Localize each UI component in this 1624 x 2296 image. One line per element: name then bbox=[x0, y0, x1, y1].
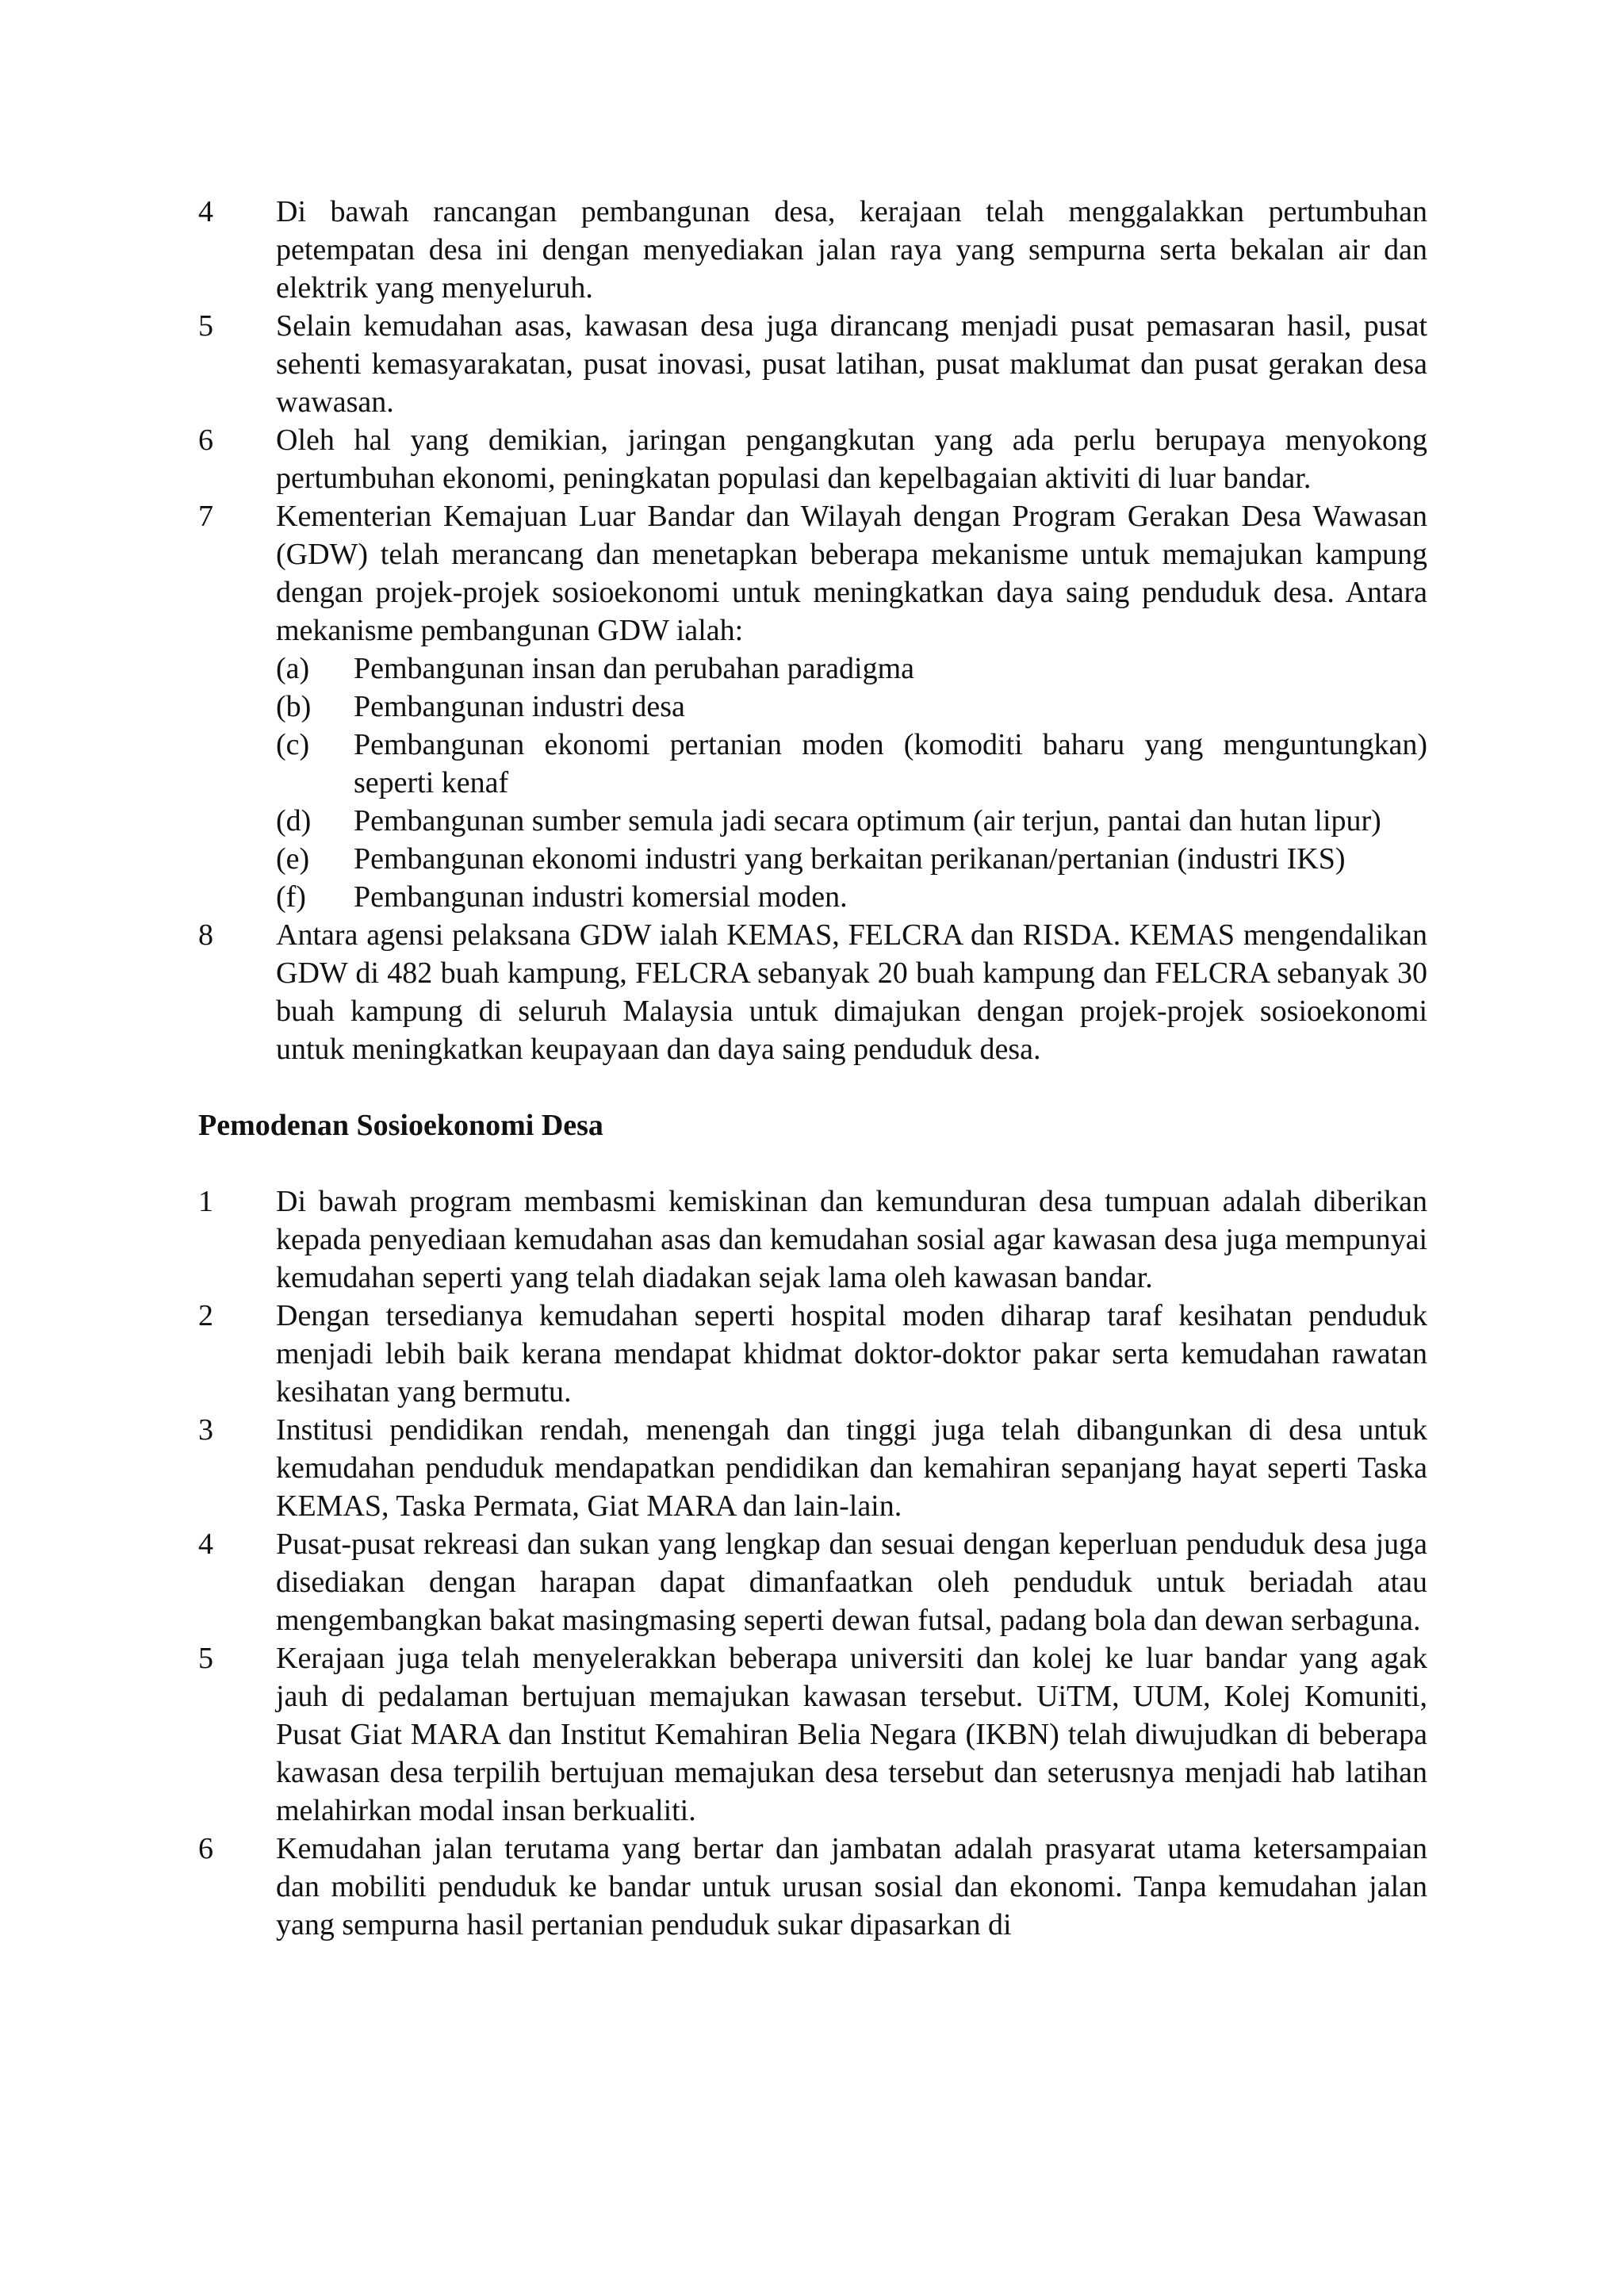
sub-item-label: (c) bbox=[276, 728, 310, 761]
list-item bbox=[198, 1830, 1427, 1944]
sub-item-label: (e) bbox=[276, 842, 310, 876]
item-text: Antara agensi pelaksana GDW ialah KEMAS, FELCRA dan RISDA. KEMAS mengendalikan GDW di 482 buah kampung, FELCRA sebanyak 20 buah kampung dan FELCRA sebanyak 30 buah kampung di seluruh Malaysia untuk dimajukan dengan projek-projek sosioekonomi untuk meningkatkan keupayaan dan daya saing penduduk desa. bbox=[276, 918, 1427, 1066]
document-page bbox=[198, 193, 1427, 1944]
item-text: Di bawah program membasmi kemiskinan dan kemunduran desa tumpuan adalah diberikan kepada penyediaan kemudahan asas dan kemudahan sosial agar kawasan desa juga mempunyai kemudahan seperti yang telah diadakan sejak lama oleh kawasan bandar. bbox=[276, 1185, 1427, 1294]
item-text: Di bawah rancangan pembangunan desa, kerajaan telah menggalakkan pertumbuhan petempatan desa ini dengan menyediakan jalan raya yang sempurna serta bekalan air dan elektrik yang menyeluruh. bbox=[276, 195, 1427, 305]
item-text: Kemudahan jalan terutama yang bertar dan jambatan adalah prasyarat utama ketersampaian dan mobiliti penduduk ke bandar untuk urusan sosial dan ekonomi. Tanpa kemudahan jalan yang sempurna hasil pertanian penduduk sukar dipasarkan di bbox=[276, 1832, 1427, 1941]
list-item bbox=[198, 193, 1427, 307]
list-item bbox=[198, 916, 1427, 1068]
sub-list-item bbox=[276, 688, 1427, 726]
item-text: Oleh hal yang demikian, jaringan pengangkutan yang ada perlu berupaya menyokong pertumbuhan ekonomi, peningkatan populasi dan kepelbagaian aktiviti di luar bandar. bbox=[276, 424, 1427, 495]
sub-list bbox=[276, 650, 1427, 916]
sub-list-item bbox=[276, 840, 1427, 878]
list-item bbox=[198, 1525, 1427, 1639]
sub-item-text: Pembangunan ekonomi industri yang berkaitan perikanan/pertanian (industri IKS) bbox=[354, 842, 1346, 876]
item-number: 2 bbox=[198, 1299, 213, 1332]
sub-list-item bbox=[276, 726, 1427, 802]
numbered-list-section-b bbox=[198, 1182, 1427, 1944]
item-number: 5 bbox=[198, 309, 213, 343]
sub-item-text: Pembangunan sumber semula jadi secara optimum (air terjun, pantai dan hutan lipur) bbox=[354, 804, 1381, 838]
item-number: 6 bbox=[198, 424, 213, 457]
list-item bbox=[198, 1182, 1427, 1297]
section-heading: Pemodenan Sosioekonomi Desa bbox=[198, 1109, 603, 1142]
item-number: 1 bbox=[198, 1185, 213, 1218]
item-number: 6 bbox=[198, 1832, 213, 1865]
sub-item-label: (f) bbox=[276, 880, 306, 914]
item-number: 8 bbox=[198, 918, 213, 952]
list-item bbox=[198, 1411, 1427, 1525]
item-number: 5 bbox=[198, 1642, 213, 1675]
sub-list-item bbox=[276, 650, 1427, 688]
sub-item-text: Pembangunan ekonomi pertanian moden (komoditi baharu yang menguntungkan) seperti kenaf bbox=[354, 728, 1427, 799]
sub-item-label: (d) bbox=[276, 804, 312, 838]
item-text: Kerajaan juga telah menyelerakkan beberapa universiti dan kolej ke luar bandar yang agak jauh di pedalaman bertujuan memajukan kawasan tersebut. UiTM, UUM, Kolej Komuniti, Pusat Giat MARA dan Institut Kemahiran Belia Negara (IKBN) telah diwujudkan di beberapa kawasan desa terpilih bertujuan memajukan desa tersebut dan seterusnya menjadi hab latihan melahirkan modal insan berkualiti. bbox=[276, 1642, 1427, 1827]
item-number: 7 bbox=[198, 500, 213, 533]
item-text: Pusat-pusat rekreasi dan sukan yang lengkap dan sesuai dengan keperluan penduduk desa juga disediakan dengan harapan dapat dimanfaatkan oleh penduduk untuk beriadah atau mengembangkan bakat masingmasing seperti dewan futsal, padang bola dan dewan serbaguna. bbox=[276, 1527, 1427, 1637]
item-number: 4 bbox=[198, 1527, 213, 1561]
list-item bbox=[198, 1639, 1427, 1830]
sub-item-label: (a) bbox=[276, 652, 310, 685]
item-number: 4 bbox=[198, 195, 213, 228]
sub-item-text: Pembangunan industri komersial moden. bbox=[354, 880, 848, 914]
list-item bbox=[198, 497, 1427, 916]
numbered-list-section-a bbox=[198, 193, 1427, 1068]
sub-item-text: Pembangunan insan dan perubahan paradigma bbox=[354, 652, 914, 685]
sub-list-item bbox=[276, 802, 1427, 840]
item-text: Institusi pendidikan rendah, menengah dan tinggi juga telah dibangunkan di desa untuk kemudahan penduduk mendapatkan pendidikan dan kemahiran sepanjang hayat seperti Taska KEMAS, Taska Permata, Giat MARA dan lain-lain. bbox=[276, 1413, 1427, 1523]
sub-item-text: Pembangunan industri desa bbox=[354, 690, 685, 723]
item-text: Dengan tersedianya kemudahan seperti hospital moden diharap taraf kesihatan penduduk menjadi lebih baik kerana mendapat khidmat doktor-doktor pakar serta kemudahan rawatan kesihatan yang bermutu. bbox=[276, 1299, 1427, 1409]
item-text: Kementerian Kemajuan Luar Bandar dan Wilayah dengan Program Gerakan Desa Wawasan (GDW) telah merancang dan menetapkan beberapa mekanisme untuk memajukan kampung dengan projek-projek sosioekonomi untuk meningkatkan daya saing penduduk desa. Antara mekanisme pembangunan GDW ialah: bbox=[276, 500, 1427, 647]
sub-list-item bbox=[276, 878, 1427, 916]
list-item bbox=[198, 307, 1427, 421]
list-item bbox=[198, 1297, 1427, 1411]
sub-item-label: (b) bbox=[276, 690, 312, 723]
item-number: 3 bbox=[198, 1413, 213, 1447]
item-body bbox=[276, 497, 1427, 916]
list-item bbox=[198, 421, 1427, 497]
item-text: Selain kemudahan asas, kawasan desa juga dirancang menjadi pusat pemasaran hasil, pusat sehenti kemasyarakatan, pusat inovasi, pusat latihan, pusat maklumat dan pusat gerakan desa wawasan. bbox=[276, 309, 1427, 419]
